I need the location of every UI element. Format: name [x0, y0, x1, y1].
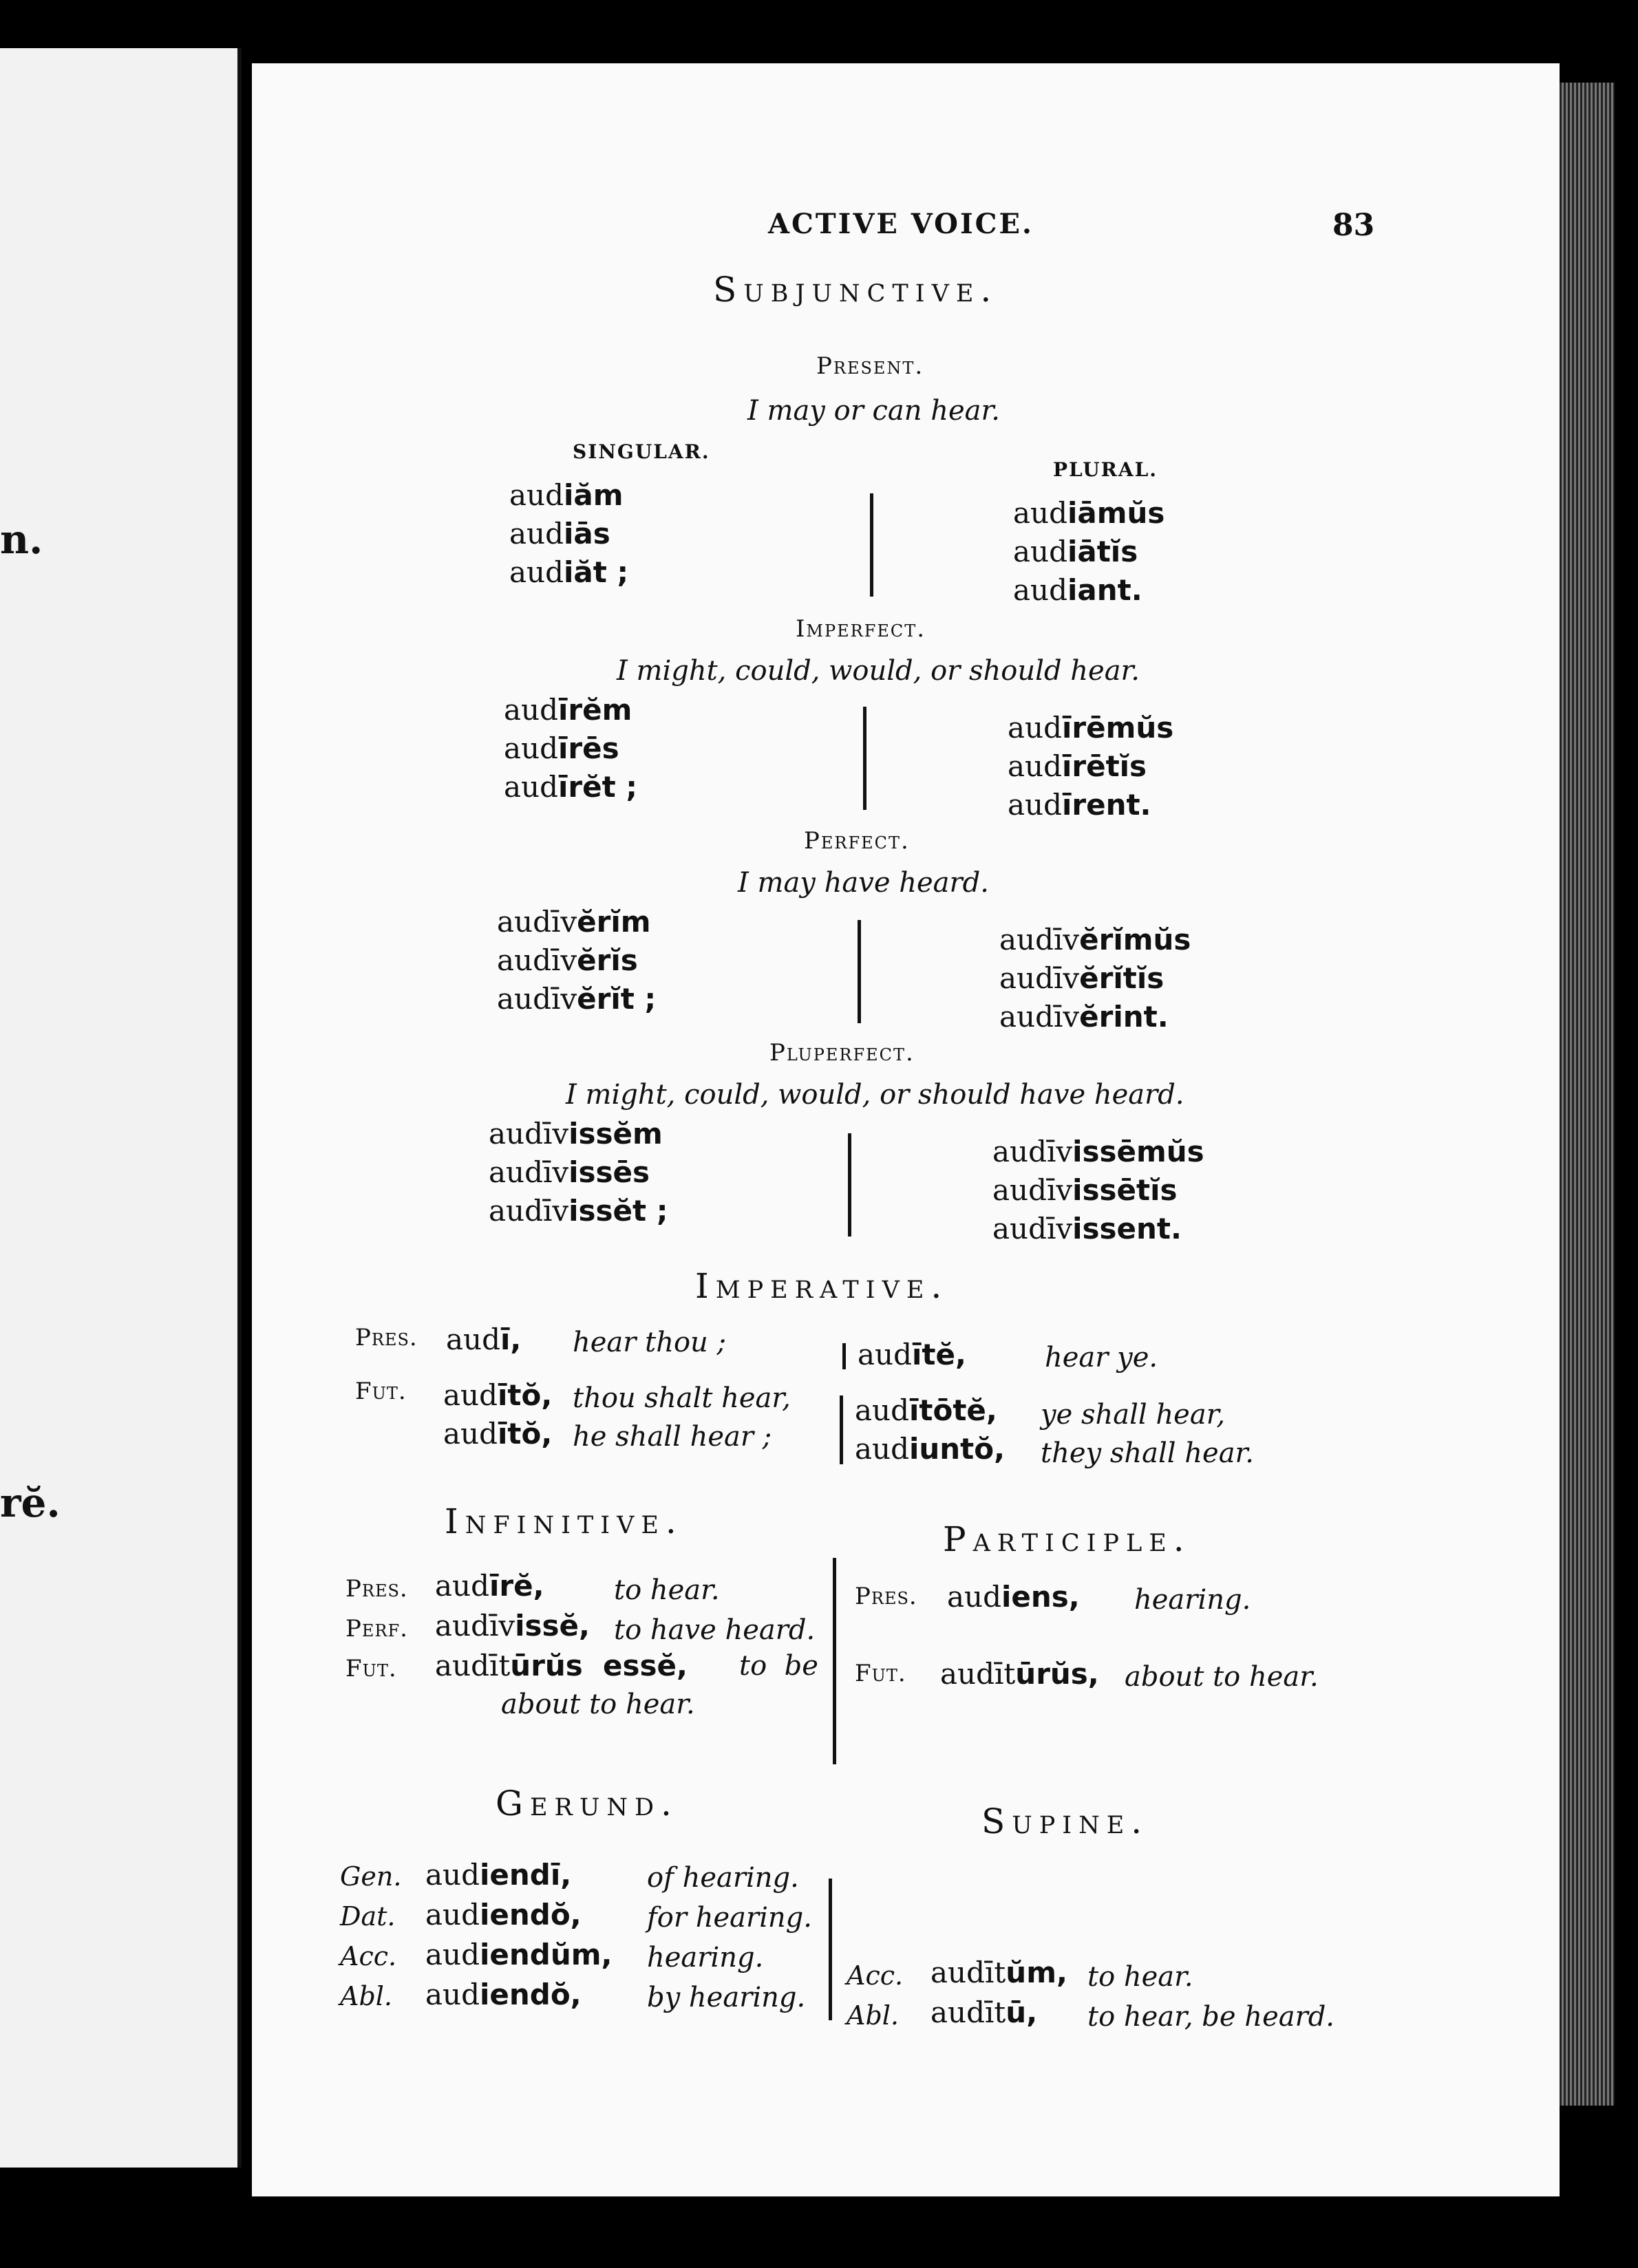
form: audītŭm, — [930, 1956, 1067, 1989]
infinitive-labels: Pres. Perf. Fut. — [345, 1575, 408, 1682]
gerund-glosses: of hearing. for hearing. hearing. by hearing. — [647, 1862, 812, 2013]
form: audīvissēs — [489, 1155, 650, 1189]
participle-fut-label: Fut. — [855, 1660, 906, 1687]
form: audiendī, — [425, 1858, 572, 1892]
pluperfect-singular-forms — [489, 1115, 668, 1230]
form: audiuntŏ, — [855, 1432, 1006, 1466]
imperative-heading: Imperative. — [695, 1266, 949, 1306]
supine-case-labels: Acc. Abl. — [847, 1960, 904, 2031]
running-header: ACTIVE VOICE. — [768, 208, 1034, 240]
pluperfect-plural-forms — [992, 1133, 1204, 1248]
form: audītŏ, — [443, 1417, 553, 1451]
form: audīvissent. — [992, 1212, 1182, 1245]
imperative-pres-gloss: hear thou ; — [573, 1327, 726, 1358]
imperative-fut-plural-forms — [855, 1391, 1005, 1468]
form: audīvissĕ, — [435, 1609, 590, 1643]
form: audīrĕ, — [435, 1569, 544, 1603]
imperative-pres-plural-form: audītĕ, — [858, 1338, 966, 1371]
form: audīrēmŭs — [1008, 711, 1174, 745]
column-divider — [863, 707, 866, 810]
imperative-fut-plural-glosses: ye shall hear, they shall hear. — [1041, 1399, 1254, 1469]
form: audīvissĕt ; — [489, 1194, 668, 1228]
participle-heading: Participle. — [943, 1519, 1191, 1559]
form: audiăt ; — [509, 555, 629, 589]
form: audiāmŭs — [1013, 496, 1165, 530]
column-divider — [858, 920, 861, 1023]
imperative-fut-glosses: thou shalt hear, he shall hear ; — [573, 1382, 791, 1453]
form: audīvissĕm — [489, 1117, 663, 1151]
present-plural-forms — [1013, 494, 1164, 610]
participle-fut-form: audītūrŭs, — [940, 1657, 1099, 1691]
form: audīvissēmŭs — [992, 1135, 1204, 1168]
infinitive-heading: Infinitive. — [445, 1501, 683, 1541]
plural-label: PLURAL. — [1053, 458, 1158, 481]
tense-imperfect-translation: I might, could, would, or should hear. — [617, 655, 1140, 687]
tense-present-translation: I may or can hear. — [747, 395, 1000, 427]
form: audīvĕrĭt ; — [497, 982, 657, 1016]
perfect-plural-forms — [999, 921, 1191, 1036]
form: audiās — [509, 517, 610, 550]
singular-label: SINGULAR. — [573, 440, 710, 463]
gerund-forms — [425, 1855, 612, 2015]
form: audīvĕrĭmŭs — [999, 923, 1191, 956]
column-divider — [842, 1343, 846, 1369]
form: audītūrŭs essĕ, — [435, 1649, 688, 1682]
column-divider — [848, 1133, 851, 1237]
present-singular-forms — [509, 476, 628, 592]
infinitive-glosses-short: to hear. to have heard. — [614, 1574, 816, 1646]
form: audīrēs — [504, 731, 619, 765]
supine-heading: Supine. — [981, 1801, 1149, 1841]
infinitive-fut-gloss-continuation: about to hear. — [501, 1689, 695, 1720]
supine-forms — [930, 1953, 1067, 2033]
participle-pres-form: audiens, — [947, 1580, 1080, 1614]
left-page-fragment: rĕ. — [0, 1479, 61, 1526]
imperfect-plural-forms — [1008, 709, 1173, 824]
left-page — [0, 48, 242, 2168]
tense-present-label: Present. — [816, 352, 924, 380]
form: audīrĕt ; — [504, 770, 638, 804]
infinitive-fut-gloss: to be — [739, 1650, 818, 1682]
tense-imperfect-label: Imperfect. — [796, 615, 926, 643]
form: audītŏ, — [443, 1378, 553, 1412]
column-divider — [870, 493, 873, 597]
form: audiendŭm, — [425, 1938, 613, 1971]
participle-pres-gloss: hearing. — [1134, 1584, 1251, 1616]
tense-pluperfect-label: Pluperfect. — [769, 1039, 915, 1067]
form: audīrētĭs — [1008, 749, 1147, 783]
participle-fut-gloss: about to hear. — [1125, 1661, 1319, 1693]
subjunctive-heading: Subjunctive. — [713, 270, 999, 310]
column-divider — [829, 1879, 832, 2020]
form: audiendŏ, — [425, 1978, 582, 2011]
tense-pluperfect-translation: I might, could, would, or should have heard. — [566, 1079, 1184, 1111]
imperative-pres-plural-gloss: hear ye. — [1045, 1342, 1158, 1373]
imperative-fut-label: Fut. — [355, 1378, 407, 1405]
page-edge — [1560, 83, 1615, 2106]
form: audītū, — [930, 1996, 1038, 2029]
form: audīrent. — [1008, 788, 1151, 822]
gerund-heading: Gerund. — [496, 1784, 679, 1823]
participle-pres-label: Pres. — [855, 1583, 917, 1610]
form: audiăm — [509, 478, 624, 512]
supine-glosses: to hear. to hear, be heard. — [1087, 1961, 1335, 2033]
column-divider — [840, 1395, 843, 1464]
imperative-pres-form: audī, — [446, 1323, 522, 1356]
column-divider — [833, 1558, 836, 1764]
form: audīvĕrint. — [999, 1000, 1169, 1034]
form: audiant. — [1013, 573, 1142, 607]
form: audīrĕm — [504, 693, 632, 727]
tense-perfect-translation: I may have heard. — [738, 867, 989, 899]
page-number: 83 — [1332, 208, 1375, 243]
form: audītōtĕ, — [855, 1393, 997, 1427]
tense-perfect-label: Perfect. — [804, 827, 910, 855]
gerund-case-labels: Gen. Dat. Acc. Abl. — [340, 1861, 402, 2011]
form: audīvĕrĭs — [497, 943, 638, 977]
form: audiātĭs — [1013, 535, 1138, 568]
imperative-pres-label: Pres. — [355, 1324, 418, 1351]
imperfect-singular-forms — [504, 691, 637, 806]
imperative-fut-forms — [443, 1376, 552, 1453]
form: audīvĕrĭtĭs — [999, 961, 1164, 995]
form: audīvĕrĭm — [497, 905, 651, 939]
form: audiendŏ, — [425, 1898, 582, 1932]
form: audīvissētĭs — [992, 1173, 1178, 1207]
book-page — [252, 63, 1560, 2196]
perfect-singular-forms — [497, 903, 656, 1018]
left-page-fragment: n. — [0, 516, 43, 563]
